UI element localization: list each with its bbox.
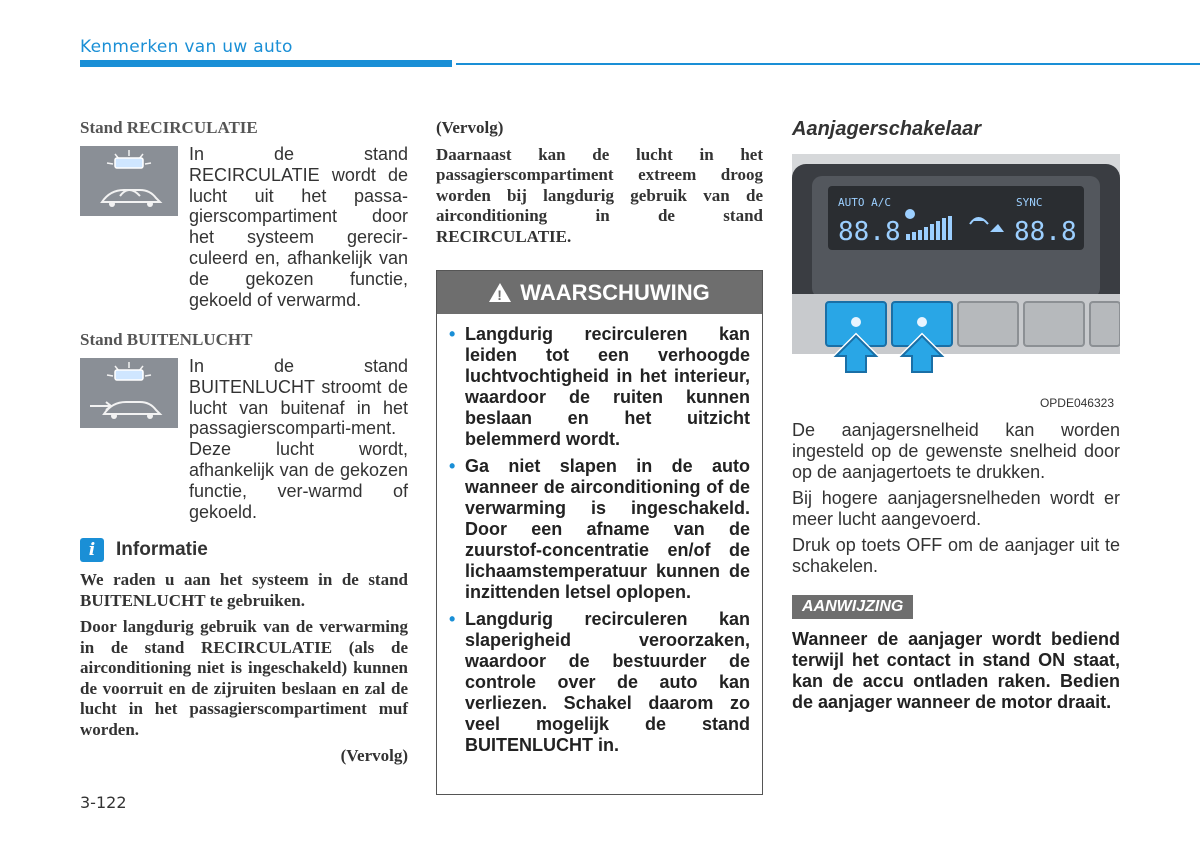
photo-code: OPDE046323 bbox=[1039, 396, 1114, 410]
info-title: Informatie bbox=[116, 539, 208, 560]
column-middle bbox=[436, 118, 763, 755]
recirculation-text: In de stand RECIRCULATIE wordt de lucht uit het passa-gierscompartiment door het systeem gerecir-culeerd en, afhankelijk van de gekozen functie, gekoeld of verwarmd. bbox=[189, 144, 408, 310]
info-header bbox=[80, 538, 208, 562]
blower-section-title: Aanjagerschakelaar bbox=[792, 118, 982, 140]
warning-item: • Ga niet slapen in de auto wanneer de airconditioning of de verwarming is ingeschakeld. Door een afname van de zuurstof-concentratie en/of de lichaamstemperatuur kunnen de inzittenden letsel oplopen. bbox=[449, 456, 750, 602]
outside-air-heading: Stand BUITENLUCHT bbox=[80, 330, 253, 349]
outside-air-section bbox=[80, 330, 408, 522]
column-left bbox=[80, 118, 408, 765]
display-temp-right: 88.8 bbox=[1014, 217, 1077, 247]
warning-triangle-icon: ! bbox=[489, 283, 511, 302]
header-bar-thin bbox=[456, 63, 1200, 65]
warning-box bbox=[436, 270, 763, 795]
recirculation-section bbox=[80, 118, 408, 310]
info-paragraph-2: Door langdurig gebruik van de verwarming in de stand RECIRCULATIE (als de airconditioning niet is ingeschakeld) kunnen de voorruit en de zijruiten beslaan en zal de lucht in het passagierscompartiment muf worden. bbox=[80, 617, 408, 739]
recirculation-heading: Stand RECIRCULATIE bbox=[80, 118, 258, 137]
dry-air-paragraph: Daarnaast kan de lucht in het passagierscompartiment extreem droog worden bij langdurig gebruik van de airconditioning in de stand RECIRCULATIE. bbox=[436, 144, 763, 246]
recirculation-icon bbox=[80, 146, 178, 216]
blower-paragraph-3: Druk op toets OFF om de aanjager uit te schakelen. bbox=[792, 535, 1120, 576]
blower-paragraph-2: Bij hogere aanjagersnelheden wordt er meer lucht aangevoerd. bbox=[792, 488, 1120, 529]
continued-heading: (Vervolg) bbox=[436, 118, 504, 137]
page-header-title: Kenmerken van uw auto bbox=[80, 37, 293, 57]
continued-label: (Vervolg) bbox=[340, 746, 408, 765]
info-paragraph-1: We raden u aan het systeem in de stand BUITENLUCHT te gebruiken. bbox=[80, 570, 408, 610]
blower-paragraph-1: De aanjagersnelheid kan worden ingesteld op de gewenste snelheid door op de aanjagertoets te drukken. bbox=[792, 420, 1120, 482]
info-icon: i bbox=[80, 538, 104, 562]
page-number: 3-122 bbox=[80, 793, 127, 812]
warning-item: • Langdurig recirculeren kan leiden tot een verhoogde luchtvochtigheid in het interieur, waardoor de ruiten kunnen beslaan en het uitzicht belemmerd wordt. bbox=[449, 324, 750, 449]
display-auto-ac: AUTO A/C bbox=[838, 196, 891, 209]
info-body bbox=[80, 570, 408, 767]
outside-air-text: In de stand BUITENLUCHT stroomt de lucht van buitenaf in het passagierscomparti-ment. Deze lucht wordt, afhankelijk van de gekozen functie, ver-warmd of gekoeld. bbox=[189, 356, 408, 522]
outside-air-icon bbox=[80, 358, 178, 428]
warning-list bbox=[437, 314, 762, 756]
display-sync: SYNC bbox=[1016, 196, 1043, 209]
header-bar-thick bbox=[80, 60, 452, 67]
climate-control-photo bbox=[792, 154, 1120, 412]
display-temp-left: 88.8 bbox=[838, 217, 901, 247]
note-tag: AANWIJZING bbox=[792, 595, 913, 619]
blower-body bbox=[792, 420, 1120, 713]
warning-item: • Langdurig recirculeren kan slaperigheid veroorzaken, waardoor de bestuurder de controle over de auto kan verliezen. Schakel daarom zo veel mogelijk de stand BUITENLUCHT in. bbox=[449, 609, 750, 755]
note-text: Wanneer de aanjager wordt bediend terwijl het contact in stand ON staat, kan de accu ontladen raken. Bedien de aanjager wanneer de motor draait. bbox=[792, 629, 1120, 712]
warning-title: WAARSCHUWING bbox=[520, 279, 710, 305]
column-right bbox=[792, 118, 1120, 712]
warning-header bbox=[437, 271, 762, 314]
